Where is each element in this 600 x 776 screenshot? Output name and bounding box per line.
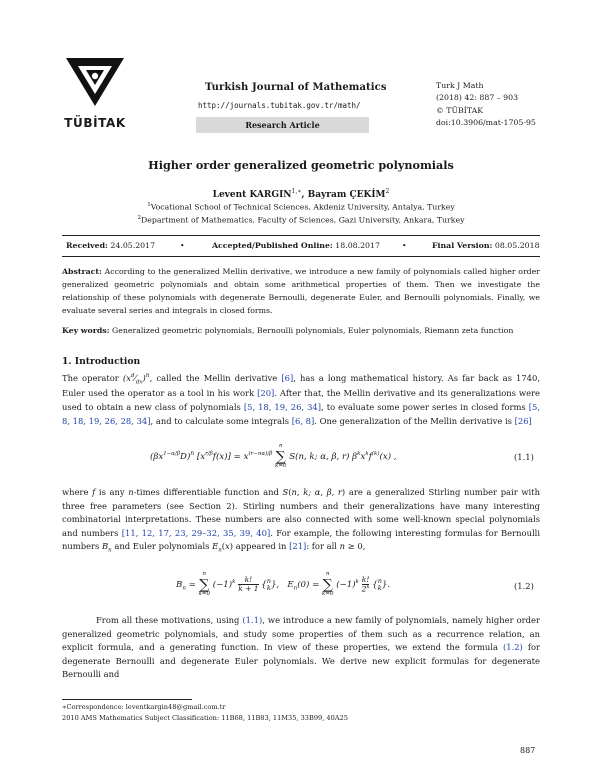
divider-top [62,235,540,236]
footnote-classification: 2010 AMS Mathematics Subject Classification: 11B68, 11B83, 11M35, 33B99, 40A25 [62,713,348,722]
tubitak-emblem-icon [60,54,130,114]
keywords [62,325,540,338]
received-label: Received: [66,241,108,250]
affiliation-1: Vocational School of Technical Sciences, Akdeniz University, Antalya, Turkey [150,202,455,212]
affiliation-2: Department of Mathematics, Faculty of Sciences, Gazi University, Ankara, Turkey [140,215,465,225]
final-date: 08.05.2018 [494,241,540,250]
cite-group-1[interactable]: [5, 18, 19, 26, 34] [243,401,322,412]
article-type-badge: Research Article [196,117,369,133]
footnotes [62,702,540,723]
intro-paragraph-1: The operator $(x^d⁄_{dx})^n$, called the Mellin derivative [6], has a long mathematical history. As far back as 1740, Euler used the operator as a tool in his work [20]. After that, the Mellin derivative and its generalizations were used to obtain a new class of polynomials [5, 18, 19, 26, 34], to evaluate some power series in closed forms [5, 8, 18, 19, 26, 28, 34], and to calculate some integrals [6, 8]. One generalization of the Mellin derivative is [26] [62,372,541,426]
tubitak-logo [60,54,130,132]
abstract [62,266,540,318]
intro-paragraph-3: From all these motivations, using (1.1), we introduce a new family of polynomials, namely higher order generalized geometric polynomials, and study some properties of them such as a recurrence relation, an explicit formula, and a generating function. In view of these properties, we extend the formula (1.2) for degenerate Bernoulli and degenerate Euler polynomials. We derive new explicit formulas for degenerate Bernoulli and [62,615,540,680]
equation-1-2: $B_n$ = n ∑ k=0 $(-1)^k$ $\frac{k!}{k + 1}$ { n k }, $E_n(0)$ = n ∑ k=0 $(-1)^k$ $\frac{k!}{2^k}$ { n k }. [176,571,391,597]
divider-bottom [62,256,540,257]
cite-eq-1-1[interactable]: (1.1) [242,615,263,625]
page-number: 887 [520,746,536,755]
received-date: 24.05.2017 [110,241,156,250]
cite-group-4[interactable]: [11, 12, 17, 23, 29–32, 35, 39, 40] [121,527,271,538]
footnote-correspondence: ∗Correspondence: leventkargin48@gmail.com.tr [62,703,226,711]
equation-1-1-number: (1.1) [514,452,534,462]
cite-21[interactable]: [21] [289,541,307,552]
accepted-label: Accepted/Published Online: [212,241,333,250]
doi[interactable]: doi:10.3906/mat-1705-95 [436,118,536,128]
abstract-label: Abstract: [62,267,102,276]
footnote-rule [62,699,192,700]
final-label: Final Version: [432,241,493,250]
journal-url[interactable]: http://journals.tubitak.gov.tr/math/ [198,101,361,110]
intro-paragraph-2: where f is any n-times differentiable function and S(n, k; α, β, r) are a generalized Stirling number pair with three free parameters (see Section 2). Stirling numbers and their generalizations have many interesting combinatorial interpretations. These numbers are also connected with some well-known special polynomials and numbers [11, 12, 17, 23, 29–32, 35, 39, 40]. For example, the following interesting formulas for Bernoulli numbers $B_n$ and Euler polynomials $E_n(x)$ appeared in [21]: for all n ≥ 0, [62,487,540,555]
cite-20[interactable]: [20] [257,388,275,399]
authors-line: Levent $KARGIN^{1,∗}$, Bayram ÇEKİM$^2$ [212,188,390,200]
section-heading: 1. Introduction [62,356,141,367]
volume-info: (2018) 42: 887 – 903 [436,93,519,103]
keywords-text: Generalized geometric polynomials, Bernoulli polynomials, Euler polynomials, Riemann zeta function [112,326,514,335]
cite-26[interactable]: [26] [514,415,532,426]
abstract-text: According to the generalized Mellin derivative, we introduce a new family of polynomials called higher order generalized geometric polynomials and obtain some arithmetical properties of them. Then we investigate the relationship of these polynomials with degenerate Bernoulli, degenerate Euler, and Bernoulli polynomials. Finally, we evaluate several series and integrals in closed forms. [62,267,541,315]
author-2: Bayram ÇEKİM [307,190,386,200]
cite-group-2[interactable]: [5, 8, 18, 19, 26, 28, 34] [62,401,541,426]
publisher-name: TÜBİTAK [64,116,126,130]
author-1-sup: 1,∗ [291,188,302,195]
copyright: © TÜBİTAK [436,105,484,115]
journal-abbrev: Turk J Math [436,81,484,90]
cite-group-3[interactable]: [6, 8] [291,415,315,426]
author-2-sup: 2 [385,188,390,195]
accepted-date: 18.08.2017 [335,241,380,250]
author-1: Levent KARGIN [212,190,292,200]
article-title: Higher order generalized geometric polynomials [148,158,454,172]
cite-6[interactable]: [6] [281,372,294,383]
equation-1-2-number: (1.2) [514,581,534,591]
cite-eq-1-2[interactable]: (1.2) [502,642,523,653]
journal-title: Turkish Journal of Mathematics [205,82,387,93]
affiliations: $^1$Vocational School of Technical Sciences, Akdeniz University, Antalya, Turkey $^2$Department of Mathematics, Faculty of Sciences, Gazi University, Ankara, Turkey [137,202,465,225]
equation-1-1: $(\beta x^{1-\alpha/\beta}D)^n$ $[x^{r/\beta}f(x)] = x^{(r-n\alpha)/\beta}$ n ∑ k=0 S(n, k; α, β, r) $\beta^kx^kf^{(k)}(x)$ , [150,443,397,469]
journal-meta [436,80,536,130]
keywords-label: Key words: [62,326,110,335]
